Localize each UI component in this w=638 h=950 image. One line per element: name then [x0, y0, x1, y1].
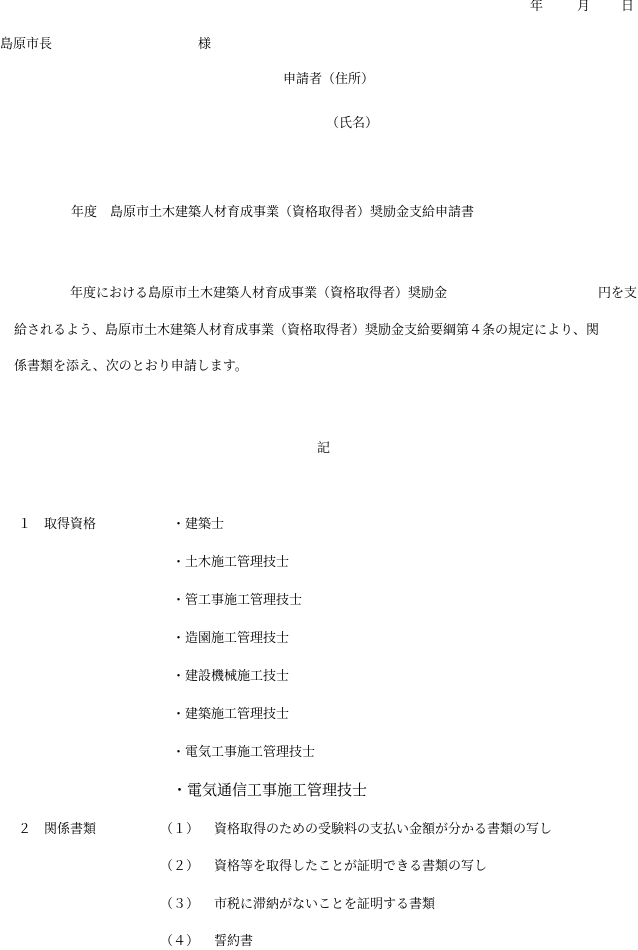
document-title: 年度 島原市土木建築人材育成事業（資格取得者）奨励金支給申請書 [71, 205, 475, 220]
body-line-3: 係書類を添え、次のとおり申請します。 [14, 359, 248, 374]
date-year-label: 年 [530, 0, 544, 14]
qualification-item: ・電気通信工事施工管理技士 [172, 781, 368, 799]
qualification-item: ・建築施工管理技士 [172, 707, 290, 722]
date-day-label: 日 [621, 0, 635, 14]
qualification-item: ・電気工事施工管理技士 [172, 745, 316, 760]
section2-heading: ２ 関係書類 [18, 822, 97, 837]
document-item-text: 市税に滞納がないことを証明する書類 [214, 897, 436, 912]
qualification-item: ・土木施工管理技士 [172, 555, 290, 570]
date-month-label: 月 [577, 0, 591, 14]
section1-heading: １ 取得資格 [18, 517, 97, 532]
addressee-honorific: 様 [198, 37, 212, 52]
applicant-name-label: （氏名） [326, 116, 379, 131]
qualification-item: ・建設機械施工技士 [172, 669, 290, 684]
addressee-name: 島原市長 [0, 37, 53, 52]
document-item-text: 資格等を取得したことが証明できる書類の写し [214, 859, 488, 874]
body-line-1-end: 円を支 [598, 286, 638, 301]
ki-marker: 記 [317, 441, 331, 456]
qualification-item: ・管工事施工管理技士 [172, 593, 303, 608]
qualification-item: ・建築士 [172, 517, 225, 532]
document-item-number: （２） [160, 859, 200, 874]
body-line-1: 年度における島原市土木建築人材育成事業（資格取得者）奨励金 [70, 286, 448, 301]
document-item-text: 資格取得のための受験料の支払い金額が分かる書類の写し [214, 822, 553, 837]
applicant-address-label: 申請者（住所） [283, 72, 375, 87]
document-item-number: （３） [160, 897, 200, 912]
body-line-2: 給されるよう、島原市土木建築人材育成事業（資格取得者）奨励金支給要綱第４条の規定により、関 [14, 323, 600, 338]
document-item-number: （４） [160, 934, 200, 949]
document-item-text: 誓約書 [214, 934, 254, 949]
qualification-item: ・造園施工管理技士 [172, 631, 290, 646]
document-item-number: （１） [160, 822, 200, 837]
